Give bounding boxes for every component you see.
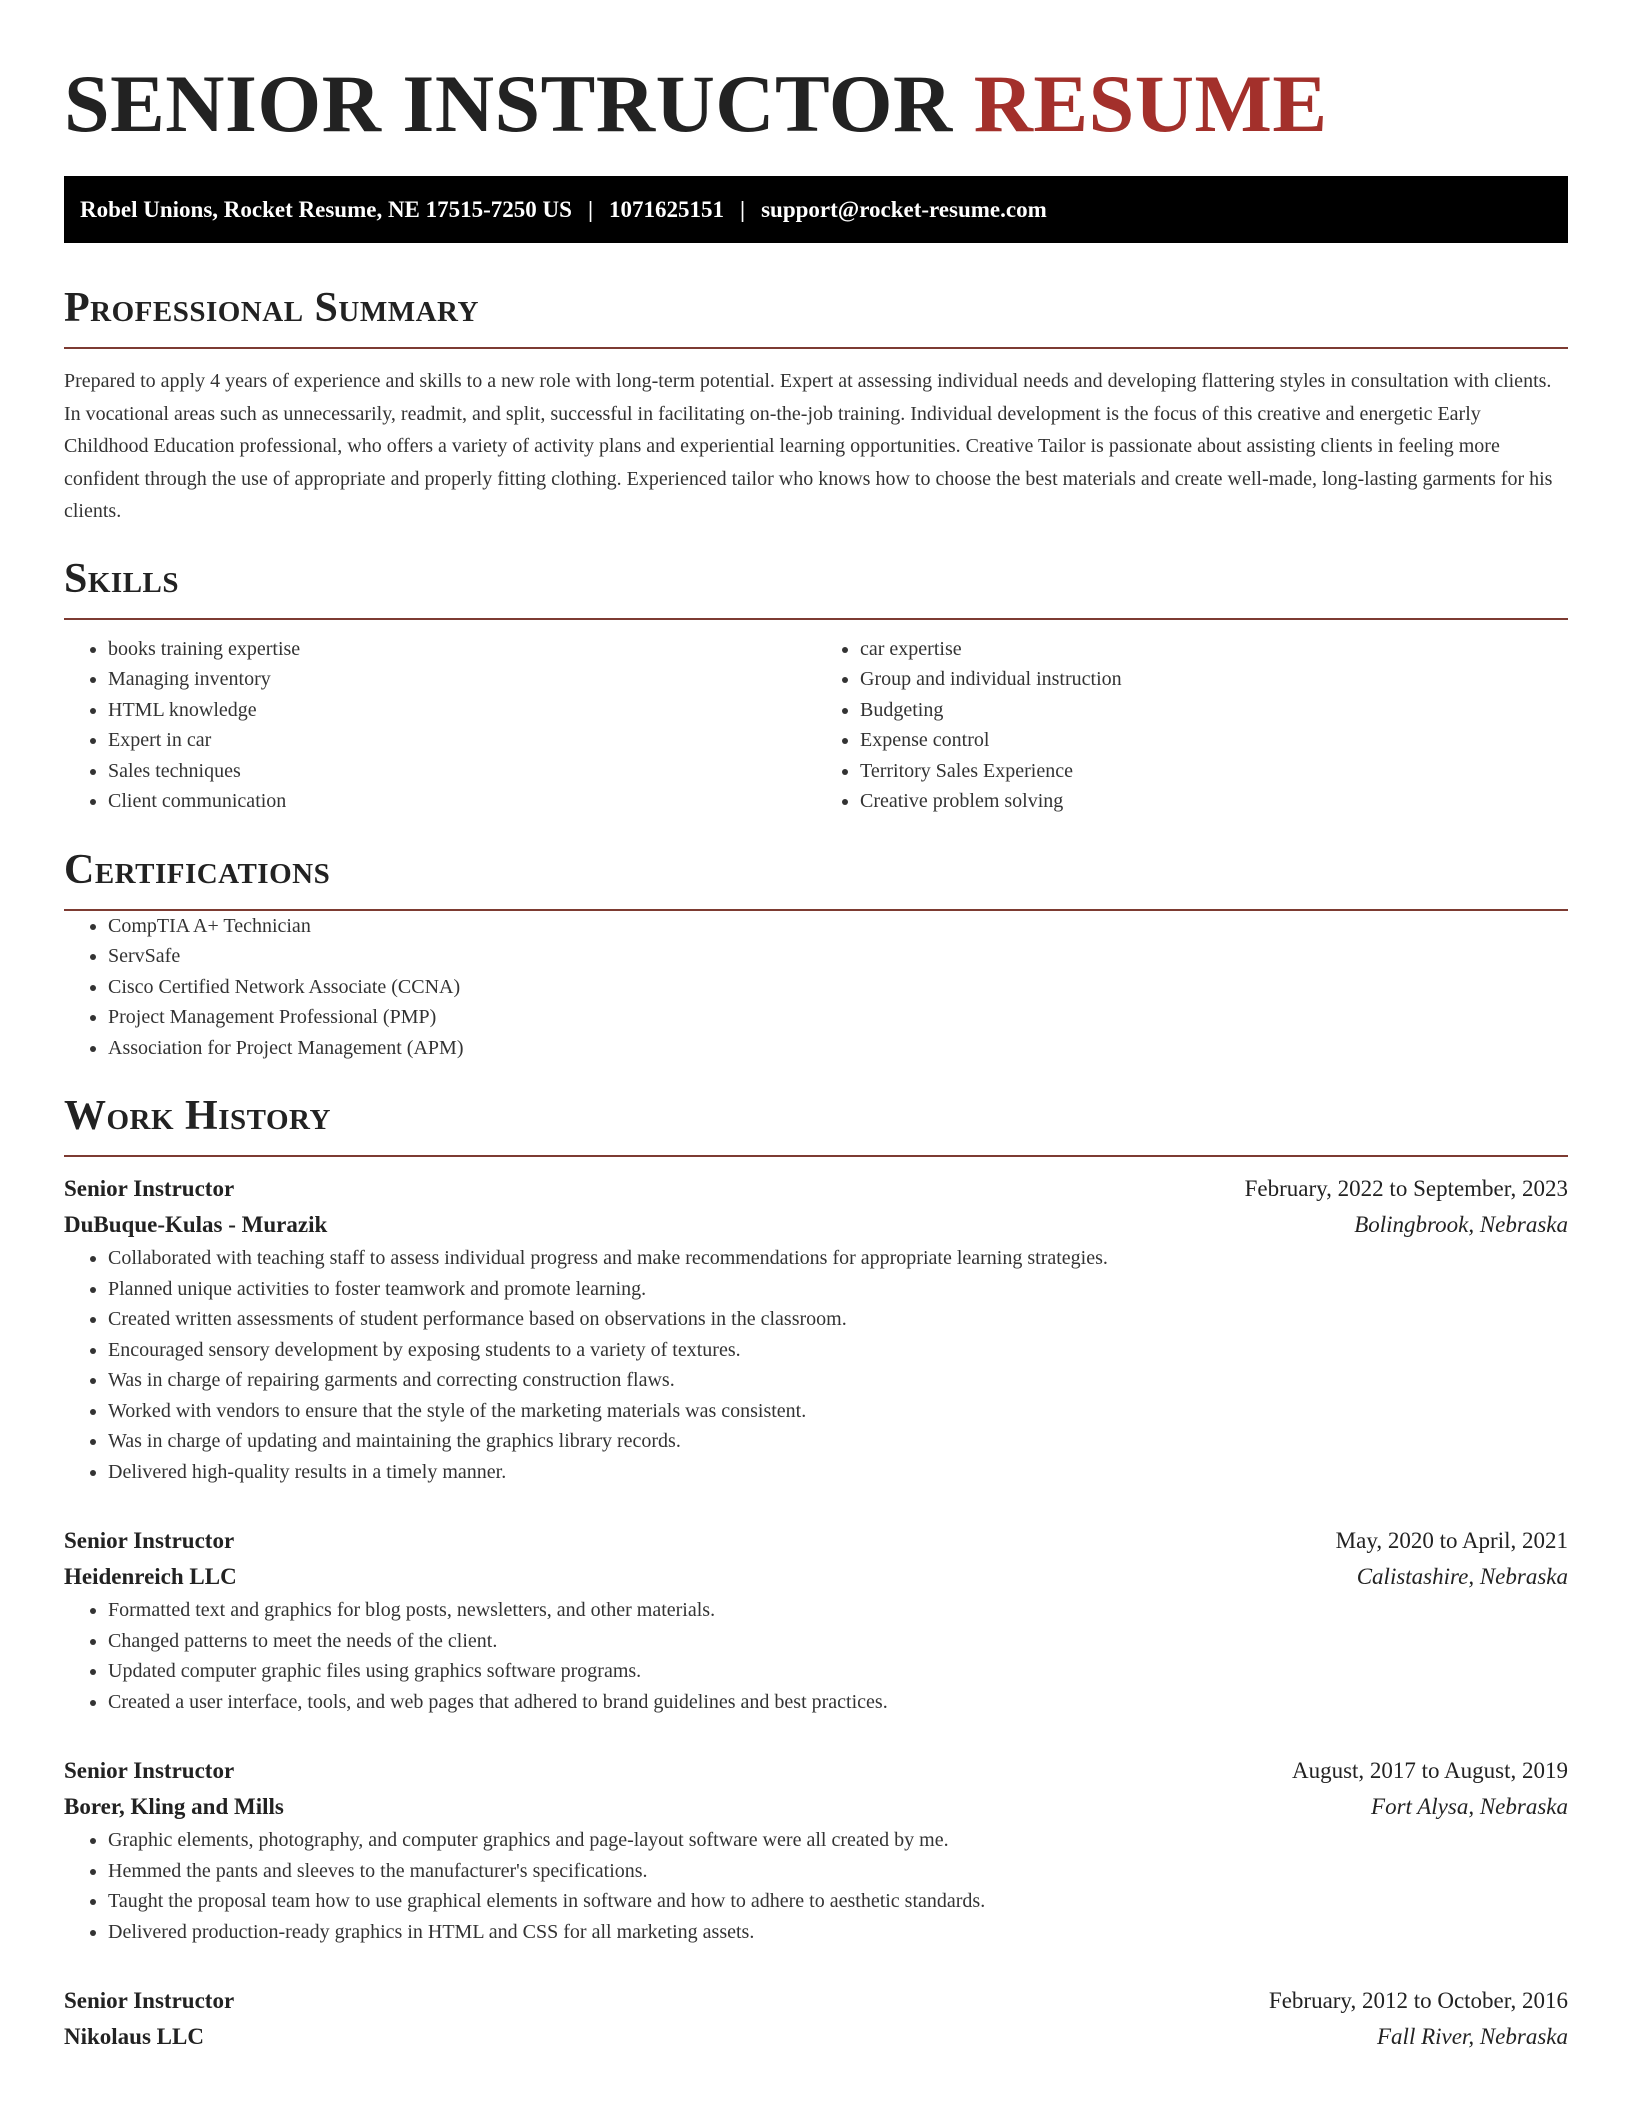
contact-bar <box>64 176 1568 243</box>
job-company-row <box>64 1207 1568 1243</box>
skill-item: • Territory Sales Experience <box>860 756 1568 787</box>
skill-item: • Managing inventory <box>108 664 816 695</box>
certifications-heading: Certifications <box>64 845 1568 911</box>
skill-item: • Expense control <box>860 725 1568 756</box>
job-dates: May, 2020 to April, 2021 <box>1335 1528 1568 1553</box>
job-bullet: • Formatted text and graphics for blog posts, newsletters, and other materials. <box>108 1595 1568 1626</box>
certification-item: • ServSafe <box>108 941 1568 972</box>
contact-address: Robel Unions, Rocket Resume, NE 17515-7250 US <box>80 196 572 222</box>
job-bullet: • Created a user interface, tools, and web pages that adhered to brand guidelines and best practices. <box>108 1687 1568 1718</box>
job-company: Heidenreich LLC <box>64 1564 237 1589</box>
skill-item: • Sales techniques <box>108 756 816 787</box>
job-bullet: • Graphic elements, photography, and computer graphics and page-layout software were all created by me. <box>108 1825 1568 1856</box>
summary-text: Prepared to apply 4 years of experience and skills to a new role with long-term potential. Expert at assessing individual needs and developing flattering styles in consultation with clients. In vocational areas such as unnecessarily, readmit, and split, successful in facilitating on-the-job training. Individual development is the focus of this creative and energetic Early Childhood Education professional, who offers a variety of activity plans and experiential learning opportunities. Creative Tailor is passionate about assisting clients in feeling more confident through the use of appropriate and properly fitting clothing. Experienced tailor who knows how to choose the best materials and create well-made, long-lasting garments for his clients. <box>64 370 1553 522</box>
summary-heading: Professional Summary <box>64 283 1568 349</box>
skill-item: • Client communication <box>108 786 816 817</box>
job-entry <box>64 1753 1568 1947</box>
job-bullets <box>64 1595 1568 1717</box>
job-company: Nikolaus LLC <box>64 2024 204 2049</box>
job-dates: February, 2012 to October, 2016 <box>1268 1988 1568 2013</box>
job-company-row <box>64 1789 1568 1825</box>
skills-right-list <box>816 634 1568 817</box>
skills-columns <box>64 634 1568 817</box>
contact-separator: | <box>587 196 594 222</box>
job-header-row <box>64 1753 1568 1789</box>
job-location: Bolingbrook, Nebraska <box>1354 1212 1568 1237</box>
job-location: Calistashire, Nebraska <box>1356 1564 1568 1589</box>
contact-phone: 1071625151 <box>609 196 725 222</box>
job-bullet: • Planned unique activities to foster teamwork and promote learning. <box>108 1274 1568 1305</box>
job-location: Fort Alysa, Nebraska <box>1371 1794 1568 1819</box>
job-bullet: • Delivered production-ready graphics in HTML and CSS for all marketing assets. <box>108 1917 1568 1948</box>
contact-separator: | <box>740 196 746 222</box>
job-bullet: • Updated computer graphic files using graphics software programs. <box>108 1656 1568 1687</box>
resume-title <box>64 0 1568 150</box>
skill-item: • books training expertise <box>108 634 816 665</box>
job-bullets <box>64 1243 1568 1487</box>
job-bullet: • Taught the proposal team how to use graphical elements in software and how to adhere to aesthetic standards. <box>108 1886 1568 1917</box>
skill-item: • car expertise <box>860 634 1568 665</box>
job-dates: February, 2022 to September, 2023 <box>1244 1176 1568 1201</box>
job-bullet: • Hemmed the pants and sleeves to the manufacturer's specifications. <box>108 1856 1568 1887</box>
certification-item: • Cisco Certified Network Associate (CCNA) <box>108 972 1568 1003</box>
job-bullet: • Worked with vendors to ensure that the style of the marketing materials was consistent. <box>108 1396 1568 1427</box>
job-title: Senior Instructor <box>64 1988 235 2013</box>
skills-left-list <box>64 634 816 817</box>
skill-item: • Budgeting <box>860 695 1568 726</box>
job-company-row <box>64 2019 1568 2055</box>
job-bullet: • Was in charge of repairing garments and correcting construction flaws. <box>108 1365 1568 1396</box>
certifications-list <box>64 911 1568 1064</box>
contact-email: support@rocket-resume.com <box>761 196 1047 222</box>
job-entry <box>64 1523 1568 1717</box>
job-bullet: • Collaborated with teaching staff to assess individual progress and make recommendations for appropriate learning strategies. <box>108 1243 1568 1274</box>
certification-item: • Association for Project Management (APM) <box>108 1033 1568 1064</box>
job-entry <box>64 1171 1568 1487</box>
certification-item: • Project Management Professional (PMP) <box>108 1002 1568 1033</box>
job-location: Fall River, Nebraska <box>1377 2024 1568 2049</box>
skill-item: • Creative problem solving <box>860 786 1568 817</box>
job-header-row <box>64 1171 1568 1207</box>
job-dates: August, 2017 to August, 2019 <box>1291 1758 1568 1783</box>
job-bullet: • Encouraged sensory development by exposing students to a variety of textures. <box>108 1335 1568 1366</box>
job-title: Senior Instructor <box>64 1528 235 1553</box>
job-header-row <box>64 1983 1568 2019</box>
job-title: Senior Instructor <box>64 1176 235 1201</box>
job-entry <box>64 1983 1568 2055</box>
job-bullets <box>64 1825 1568 1947</box>
skill-item: • Group and individual instruction <box>860 664 1568 695</box>
job-bullet: • Changed patterns to meet the needs of the client. <box>108 1626 1568 1657</box>
job-company-row <box>64 1559 1568 1595</box>
skills-heading: Skills <box>64 554 1568 620</box>
title-accent: RESUME <box>973 58 1328 149</box>
title-main: SENIOR INSTRUCTOR <box>64 58 953 149</box>
work-history-heading: Work History <box>64 1091 1568 1157</box>
certification-item: • CompTIA A+ Technician <box>108 911 1568 942</box>
job-title: Senior Instructor <box>64 1758 235 1783</box>
job-company: Borer, Kling and Mills <box>64 1794 284 1819</box>
job-bullet: • Delivered high-quality results in a timely manner. <box>108 1457 1568 1488</box>
job-header-row <box>64 1523 1568 1559</box>
skill-item: • Expert in car <box>108 725 816 756</box>
job-bullet: • Created written assessments of student performance based on observations in the classroom. <box>108 1304 1568 1335</box>
skill-item: • HTML knowledge <box>108 695 816 726</box>
job-bullet: • Was in charge of updating and maintaining the graphics library records. <box>108 1426 1568 1457</box>
job-company: DuBuque-Kulas - Murazik <box>64 1212 328 1237</box>
